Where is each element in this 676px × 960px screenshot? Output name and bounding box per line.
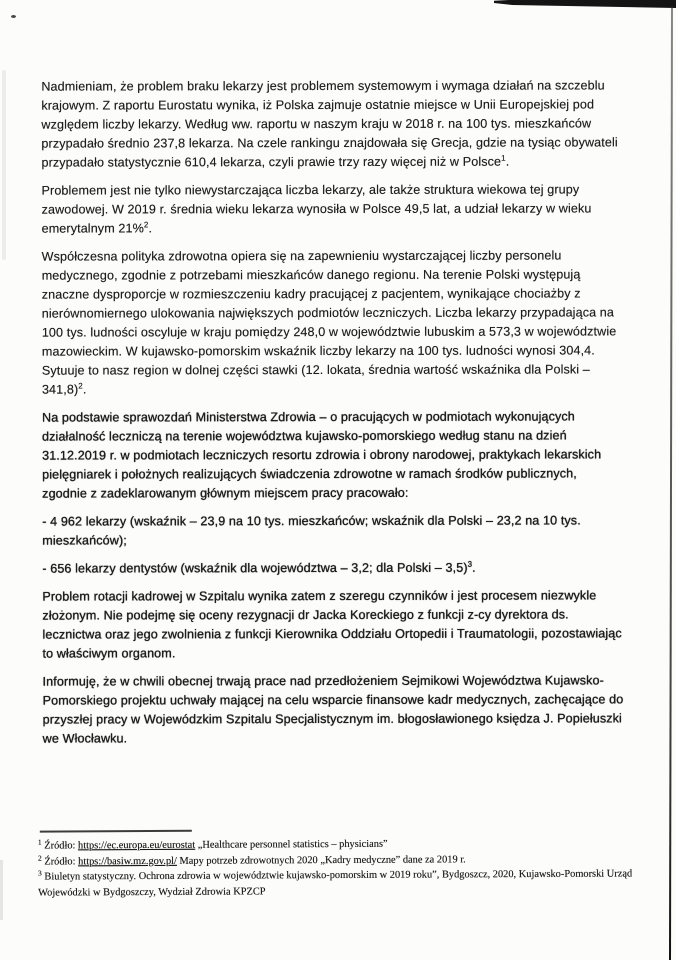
paragraph-text: Problemem jest nie tylko niewystarczająca liczba lekarzy, ale także struktura wiekowa tej grupy zawodowej. W 2019 r. średnia wieku lekarza wynosiła w Polsce 49,5 lat, a udział lekarzy w wieku emerytalnym 21% [41, 182, 592, 236]
footnotes-section [38, 827, 642, 900]
paragraph-text: - 4 962 lekarzy (wskaźnik – 23,9 na 10 tys. mieszkańców; wskaźnik dla Polski – 23,2 na 10 tys. mieszkańców); [42, 513, 581, 548]
footnote-ref-2: 2 [143, 220, 149, 230]
paragraph-health-policy [42, 246, 624, 399]
paragraph-staff-rotation [42, 586, 624, 663]
paragraph-text: Problem rotacji kadrowej w Szpitalu wynika zatem z szeregu czynników i jest procesem niezwykle złożonym. Nie podejmę się oceny rezygnacji dr Jacka Koreckiego z funkcji z-cy dyrektora ds. lecznictwa oraz jego zwolnienia z funkcji Kierownika Oddziału Ortopedii i Traumatologii, pozostawiając to właściwym organom. [42, 588, 622, 661]
paragraph-text: Nadmieniam, że problem braku lekarzy jest problemem systemowym i wymaga działań na szczeblu krajowym. Z raportu Eurostatu wynika, iż Polska zajmuje ostatnie miejsce w Unii Europejskiej pod względem liczby lekarzy. Według ww. raportu w naszym kraju w 2018 r. na 100 tys. mieszkańców przypadało średnio 237,8 lekarza. Na czele rankingu znajdowała się Grecja, gdzie na tysiąc obywateli przypadało statystycznie 610,4 lekarza, czyli prawie trzy razy więcej niż w Polsce [41, 78, 618, 170]
list-item-doctors-count [42, 511, 624, 550]
footnote-number-2: 2 [37, 853, 42, 863]
scan-smudge-left-bottom [0, 860, 3, 920]
footnote-source-label: Źródło: [41, 840, 79, 852]
paragraph-text: . [82, 382, 87, 397]
footnote-separator [40, 830, 192, 833]
footnote-3 [38, 866, 642, 900]
paragraph-age-structure [42, 180, 624, 238]
footnote-number-1: 1 [37, 837, 42, 847]
footnote-source-label: Źródło: [41, 855, 79, 868]
scan-dot-artifact [11, 15, 16, 18]
list-item-dentists-count [42, 558, 624, 578]
paragraph-text: . [148, 221, 153, 236]
paragraph-text: Informuję, że w chwili obecnej trwają prace nad przedłożeniem Sejmikowi Województwa Kujawsko-Pomorskiego projektu uchwały mającej na celu wsparcie finansowe kadr medycznych, zachęcające do przyszłej pracy w Wojewódzkim Szpitalu Specjalistycznym im. błogosławionego księdza J. Popiełuszki we Włocławku. [42, 673, 624, 746]
footnote-ref-1: 1 [501, 153, 506, 163]
footnote-ref-2b: 2 [78, 381, 83, 391]
paragraph-text: Współczesna polityka zdrowotna opiera się na zapewnieniu wystarczającej liczby personelu medycznego, zgodnie z potrzebami mieszkańców danego regionu. Na terenie Polski występują znaczne dysproporcje w rozmieszczeniu kadry pracującej z pacjentem, wynikające chociażby z nierównomiernego ulokowania największych podmiotów leczniczych. Liczba lekarzy przypadająca na 100 tys. ludności oscyluje w kraju pomiędzy 248,0 w województwie lubuskim a 573,3 w województwie mazowieckim. W kujawsko-pomorskim wskaźnik liczby lekarzy na 100 tys. ludności wynosi 304,4. Sytuuje to nasz region w dolnej części stawki (12. lokata, średnia wartość wskaźnika dla Polski – 341,8) [41, 248, 617, 397]
paragraph-doctor-shortage [41, 76, 623, 172]
paragraph-text: Na podstawie sprawozdań Ministerstwa Zdrowia – o pracujących w podmiotach wykonujących działalność leczniczą na terenie województwa kujawsko-pomorskiego według stanu na dzień 31.12.2019 r. w podmiotach leczniczych resortu zdrowia i obrony narodowej, praktykach lekarskich pielęgniarek i położnych realizujących świadczenia zdrowotne w ramach środków publicznych, zgodnie z zadeklarowanym głównym miejscem pracy pracowało: [41, 409, 602, 501]
paragraph-text: . [472, 560, 476, 575]
footnote-text: Mapy potrzeb zdrowotnych 2020 „Kadry medyczne” dane za 2019 r. [176, 853, 466, 867]
paragraph-text: . [505, 154, 510, 169]
paragraph-text: - 656 lekarzy dentystów (wskaźnik dla województwa – 3,2; dla Polski – 3,5) [42, 560, 468, 576]
footnote-ref-3: 3 [467, 559, 473, 569]
paragraph-financial-support [43, 671, 625, 748]
footnote-url-eurostat: https://ec.europa.eu/eurostat [77, 839, 196, 852]
scan-smudge-left [2, 70, 6, 260]
document-body [41, 76, 624, 757]
scan-edge-artifact-right [669, 6, 673, 960]
paragraph-ministry-reports [42, 407, 624, 503]
footnote-text: „Healthcare personnel statistics – physicians” [195, 838, 388, 851]
footnote-number-3: 3 [38, 868, 42, 878]
scan-edge-artifact-top [494, 0, 676, 8]
footnote-url-basiw: https://basiw.mz.gov.pl/ [78, 855, 177, 867]
footnote-text: Biuletyn statystyczny. Ochrona zdrowia w województwie kujawsko-pomorskim w 2019 roku”, Bydgoszcz, 2020, Kujawsko-Pomorski Urząd Wojewódzki w Bydgoszczy, Wydział Zdrowia KPZCP [38, 868, 633, 899]
